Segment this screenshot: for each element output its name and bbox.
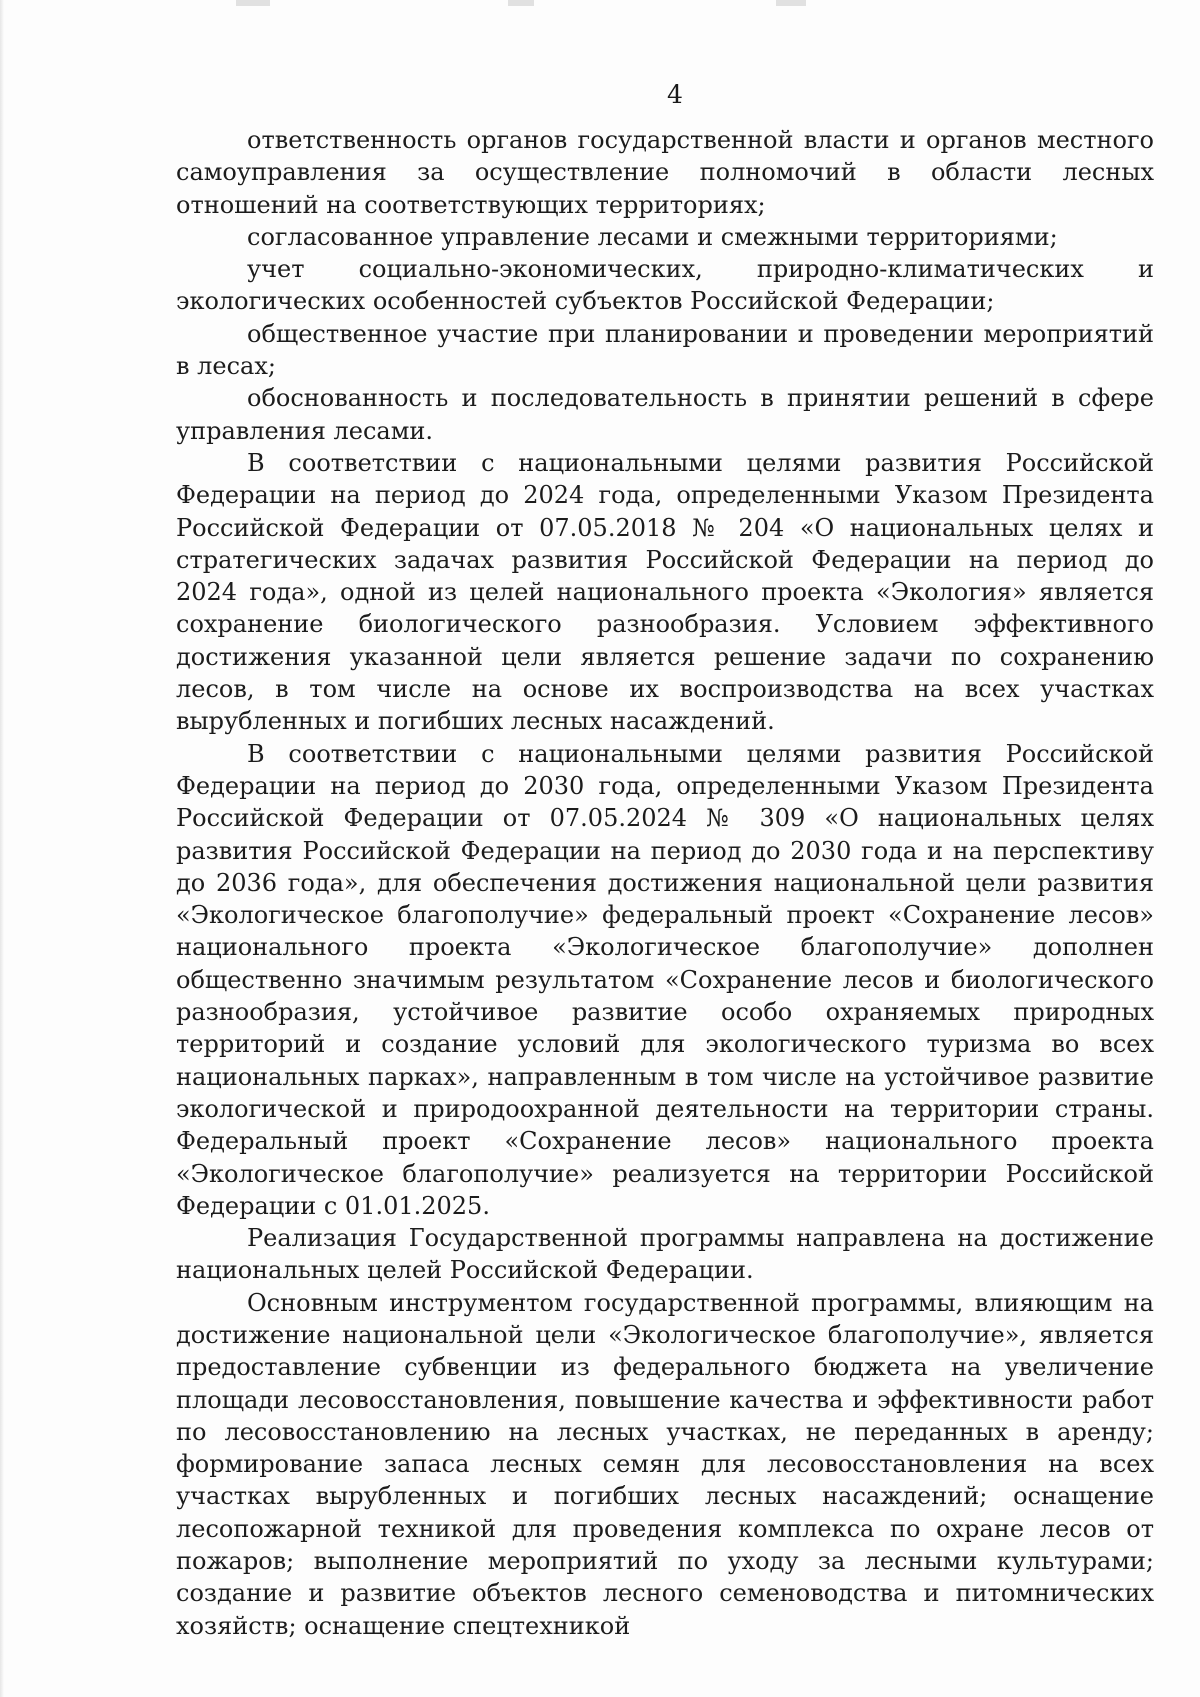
scan-artifact bbox=[508, 0, 534, 6]
paragraph: учет социально-экономических, природно-климатических и экологических особенностей субъектов Российской Федерации; bbox=[176, 255, 1154, 316]
paragraph: ответственность органов государственной власти и органов местного самоуправления за осуществление полномочий в области лесных отношений на соответствующих территориях; bbox=[176, 126, 1154, 219]
scan-artifact bbox=[776, 0, 806, 6]
page-number: 4 bbox=[667, 80, 683, 109]
scan-edge-shadow bbox=[0, 0, 4, 1697]
paragraph: обоснованность и последовательность в принятии решений в сфере управления лесами. bbox=[176, 384, 1154, 445]
paragraph: общественное участие при планировании и проведении мероприятий в лесах; bbox=[176, 319, 1154, 381]
paragraph: Реализация Государственной программы направлена на достижение национальных целей Российской Федерации. bbox=[176, 1224, 1154, 1285]
document-body bbox=[176, 124, 1154, 1642]
paragraph: Основным инструментом государственной программы, влияющим на достижение национальной цели «Экологическое благополучие», является предоставление субвенции из федерального бюджета на увеличение площади лесовосстановления, повышение качества и эффективности работ по лесовосстановлению на лесных участках, не переданных в аренду; формирование запаса лесных семян для лесовосстановления на всех участках вырубленных и погибших лесных насаждений; оснащение лесопожарной техникой для проведения комплекса по охране лесов от пожаров; выполнение мероприятий по уходу за лесными культурами; создание и развитие объектов лесного семеноводства и питомнических хозяйств; оснащение спецтехникой bbox=[176, 1288, 1154, 1640]
paragraph: В соответствии с национальными целями развития Российской Федерации на период до 2024 года, определенными Указом Президента Российской Федерации от 07.05.2018 № 204 «О национальных целях и стратегических задачах развития Российской Федерации на период до 2024 года», одной из целей национального проекта «Экология» является сохранение биологического разнообразия. Условием эффективного достижения указанной цели является решение задачи по сохранению лесов, в том числе на основе их воспроизводства на всех участках вырубленных и погибших лесных насаждений. bbox=[176, 448, 1154, 736]
paragraph: В соответствии с национальными целями развития Российской Федерации на период до 2030 года, определенными Указом Президента Российской Федерации от 07.05.2024 № 309 «О национальных целях развития Российской Федерации на период до 2030 года и на перспективу до 2036 года», для обеспечения достижения национальной цели развития «Экологическое благополучие» федеральный проект «Сохранение лесов» национального проекта «Экологическое благополучие» дополнен общественно значимым результатом «Сохранение лесов и биологического разнообразия, устойчивое развитие особо охраняемых природных территорий и создание условий для экологического туризма во всех национальных парках», направленным в том числе на устойчивое развитие экологической и природоохранной деятельности на территории страны. Федеральный проект «Сохранение лесов» национального проекта «Экологическое благополучие» реализуется на территории Российской Федерации с 01.01.2025. bbox=[176, 739, 1154, 1220]
scan-artifact bbox=[236, 0, 270, 6]
paragraph: согласованное управление лесами и смежными территориями; bbox=[247, 222, 1058, 251]
